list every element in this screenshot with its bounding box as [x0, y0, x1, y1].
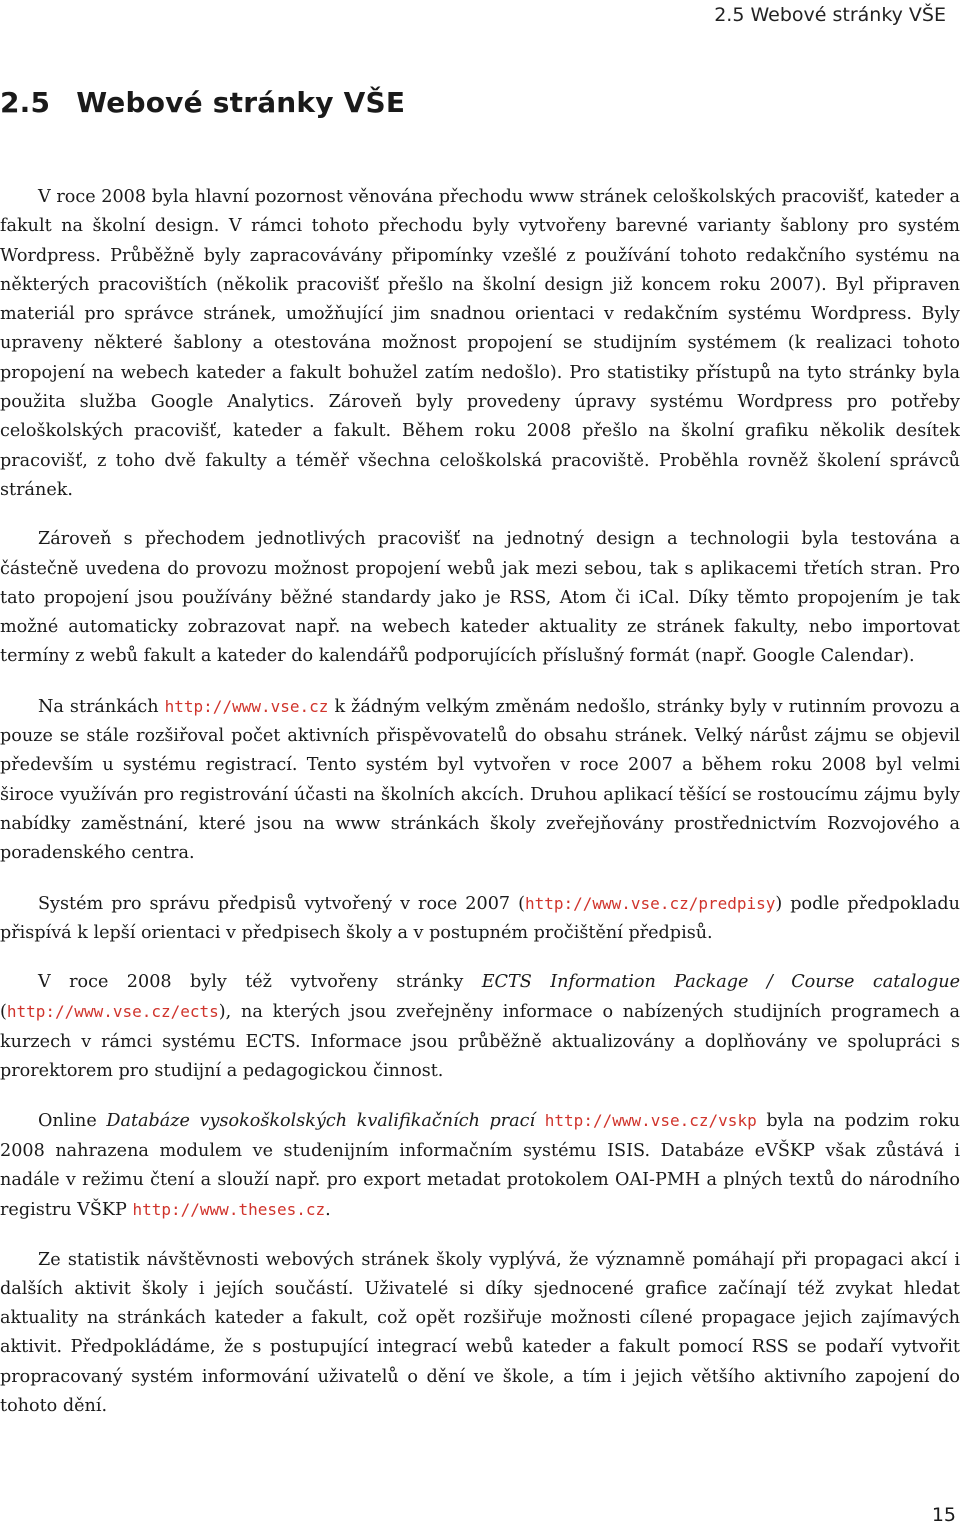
paragraph-2: Zároveň s přechodem jednotlivých pracovišť na jednotný design a technologii byla testována a částečně uvedena do provozu možnost propojení webů jak mezi sebou, tak s aplikacemi třetích stran. Pro tato propojení jsou používány běžné standardy jako je RSS, Atom či iCal. Díky těmto propojením je tak možné automaticky zobrazovat např. na webech kateder aktuality ze stránek fakulty, nebo importovat termíny z webů fakult a kateder do kalendářů podporujících příslušný formát (např. Google Calendar).	[0, 529, 960, 667]
paragraph-6-emphasis: Databáze vysokoškolských kvalifikačních prací	[106, 1111, 536, 1132]
link-ects[interactable]: http://www.vse.cz/ects	[6, 1002, 219, 1022]
section-number: 2.5	[0, 86, 51, 119]
paragraph-6-text-c: byla na podzim roku 2008 nahrazena modulem ve studenijním informačním systému ISIS. Databáze eVŠKP však zůstává i nadále v režimu čtení a slouží např. pro export metadat protokolem OAI-PMH a plných textů do národního registru VŠKP	[0, 1111, 960, 1221]
link-vse[interactable]: http://www.vse.cz	[164, 696, 329, 716]
paragraph-5-text-b: (	[0, 1002, 7, 1023]
paragraph-3-text-a: Na stránkách	[38, 696, 165, 717]
paragraph-6-text-a: Online	[38, 1111, 107, 1132]
paragraph-6	[0, 1106, 960, 1225]
section-heading	[0, 86, 405, 119]
link-theses[interactable]: http://www.theses.cz	[132, 1200, 326, 1220]
paragraph-6-text-d: .	[325, 1200, 331, 1221]
paragraph-4	[0, 889, 960, 949]
paragraph-5-emphasis: ECTS Information Package / Course catalogue	[481, 972, 960, 993]
link-predpisy[interactable]: http://www.vse.cz/predpisy	[524, 893, 776, 913]
paragraph-5	[0, 968, 960, 1086]
link-vskp[interactable]: http://www.vse.cz/vskp	[544, 1111, 757, 1131]
paragraph-4-text-a: Systém pro správu předpisů vytvořený v roce 2007 (	[38, 893, 525, 914]
page-number: 15	[931, 1504, 956, 1526]
paragraph-3	[0, 692, 960, 869]
paragraph-5-text-c: ), na kterých jsou zveřejněny informace o nabízených studijních programech a kurzech v rámci systému ECTS. Informace jsou průběžně aktualizovány a doplňovány ve spolupráci s prorektorem pro studijní a pedagogickou činnost.	[0, 1002, 960, 1082]
body-text	[0, 183, 960, 1421]
paragraph-4-text-b: ) podle předpokladu přispívá k lepší orientaci v předpisech školy a v postupném pročištění předpisů.	[0, 893, 960, 943]
paragraph-1: V roce 2008 byla hlavní pozornost věnována přechodu www stránek celoškolských pracovišť, kateder a fakult na školní design. V rámci tohoto přechodu byly vytvořeny barevné varianty šablony pro systém Wordpress. Průběžně byly zapracovávány připomínky vzešlé z používání tohoto redakčního systému na některých pracovištích (několik pracovišť přešlo na školní design již koncem roku 2007). Byl připraven materiál pro správce stránek, umožňující jim snadnou orientaci v redakčním systému Wordpress. Byly upraveny některé šablony a otestována možnost propojení se studijním systémem (k realizaci tohoto propojení na webech kateder a fakult bohužel zatím nedošlo). Pro statistiky přístupů na tyto stránky byla použita služba Google Analytics. Zároveň byly provedeny úpravy systému Wordpress pro potřeby celoškolských pracovišť, kateder a fakult. Během roku 2008 přešlo na školní grafiku několik desítek pracovišť, z toho dvě fakulty a téměř všechna celoškolská pracoviště. Proběhla rovněž školení správců stránek.	[0, 187, 960, 500]
paragraph-6-text-b	[535, 1111, 545, 1131]
paragraph-7: Ze statistik návštěvnosti webových stránek školy vyplývá, že významně pomáhají při propagaci akcí i dalších aktivit školy i jejích součástí. Uživatelé si díky sjednocené grafice začínají též zvykat hledat aktuality na stránkách kateder a fakult, což opět rozšiřuje možnosti cílené propagace jejich zajímavých aktivit. Předpokládáme, že s postupující integrací webů kateder a fakult pomocí RSS se podaří vytvořit propracovaný systém informování uživatelů o dění ve škole, a tím i jejich většího aktivního zapojení do tohoto dění.	[0, 1249, 960, 1416]
paragraph-5-text-a: V roce 2008 byly též vytvořeny stránky	[38, 972, 482, 993]
running-header: 2.5 Webové stránky VŠE	[714, 4, 946, 26]
section-title: Webové stránky VŠE	[76, 86, 406, 119]
paragraph-3-text-b: k žádným velkým změnám nedošlo, stránky byly v rutinním provozu a pouze se stále rozšiřoval počet aktivních přispěvovatelů do obsahu stránek. Velký nárůst zájmu se objevil především u systému registrací. Tento systém byl vytvořen v roce 2007 a během roku 2008 byl velmi široce využíván pro registrování účasti na školních akcích. Druhou aplikací těšící se rostoucímu zájmu byly nabídky zaměstnání, které jsou na www stránkách školy zveřejňovány prostřednictvím Rozvojového a poradenského centra.	[0, 696, 960, 864]
